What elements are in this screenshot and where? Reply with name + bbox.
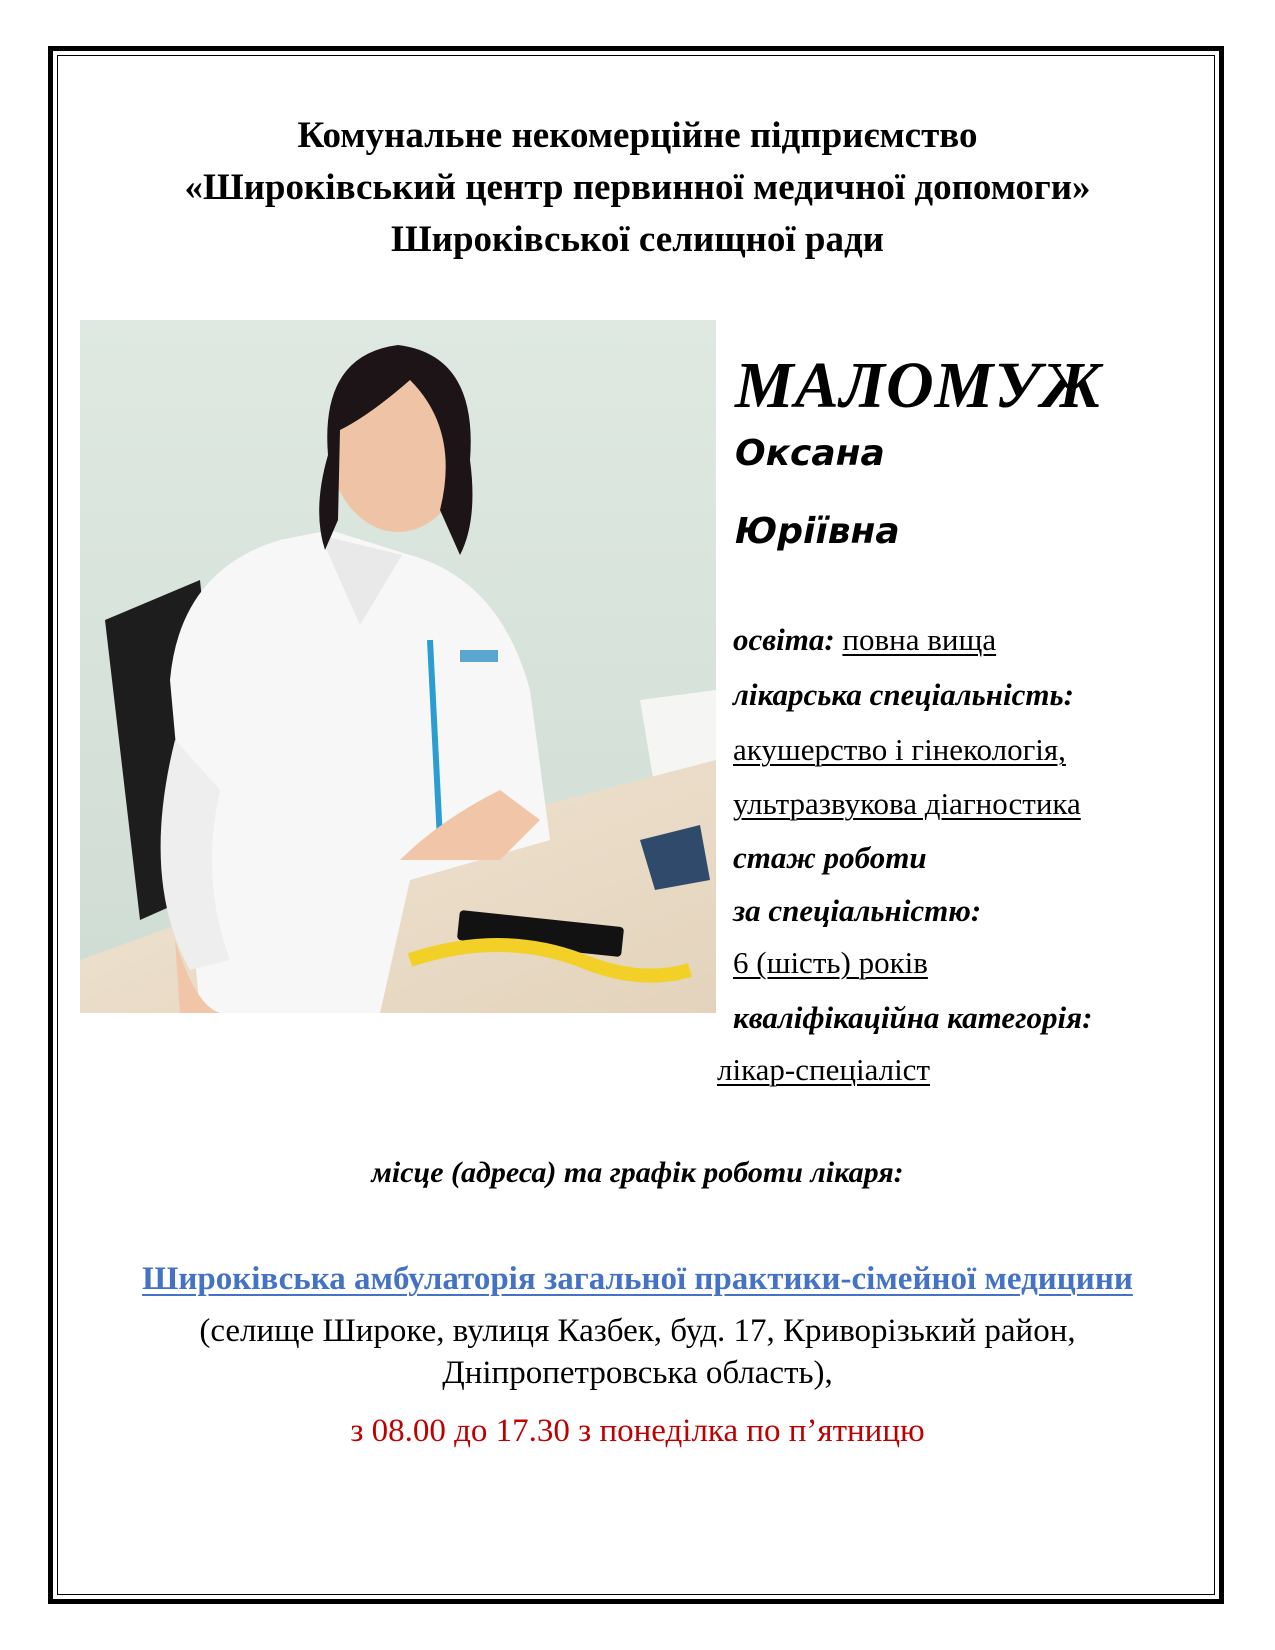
schedule-heading: місце (адреса) та графік роботи лікаря: [371, 1156, 904, 1189]
organization-title [60, 110, 1215, 266]
specialty-label: лікарська спеціальність: [733, 677, 1074, 712]
organization-title-line-3: Широківської селищної ради [391, 219, 884, 260]
doctor-surname: МАЛОМУЖ [735, 349, 1103, 422]
specialty-value-2: ультразвукова діагностика [733, 786, 1081, 821]
experience-label-1: стаж роботи [733, 840, 927, 875]
experience-value: 6 (шість) років [733, 945, 928, 980]
organization-title-line-1: Комунальне некомерційне підприємство [297, 115, 978, 156]
doctor-first-name: Оксана [735, 433, 885, 474]
organization-title-line-2: «Широківський центр первинної медичної допомоги» [184, 167, 1091, 208]
experience-label-2: за спеціальністю: [733, 893, 982, 928]
address-line-2: Дніпропетровська область), [442, 1355, 833, 1391]
specialty-value-1: акушерство і гінекологія, [733, 732, 1066, 767]
doctor-patronymic: Юріївна [735, 511, 900, 552]
working-hours: з 08.00 до 17.30 з понеділка по п’ятницю [350, 1413, 925, 1449]
doctor-photo [80, 320, 716, 1013]
clinic-link[interactable]: Широківська амбулаторія загальної практики-сімейної медицини [142, 1261, 1133, 1297]
category-value: лікар-спеціаліст [717, 1052, 930, 1087]
category-label: кваліфікаційна категорія: [733, 1000, 1093, 1035]
address-line-1: (селище Широке, вулиця Казбек, буд. 17, Криворізький район, [199, 1313, 1076, 1349]
education-value: повна вища [842, 622, 997, 657]
education-label: освіта: [733, 622, 835, 657]
education-row [733, 622, 996, 658]
